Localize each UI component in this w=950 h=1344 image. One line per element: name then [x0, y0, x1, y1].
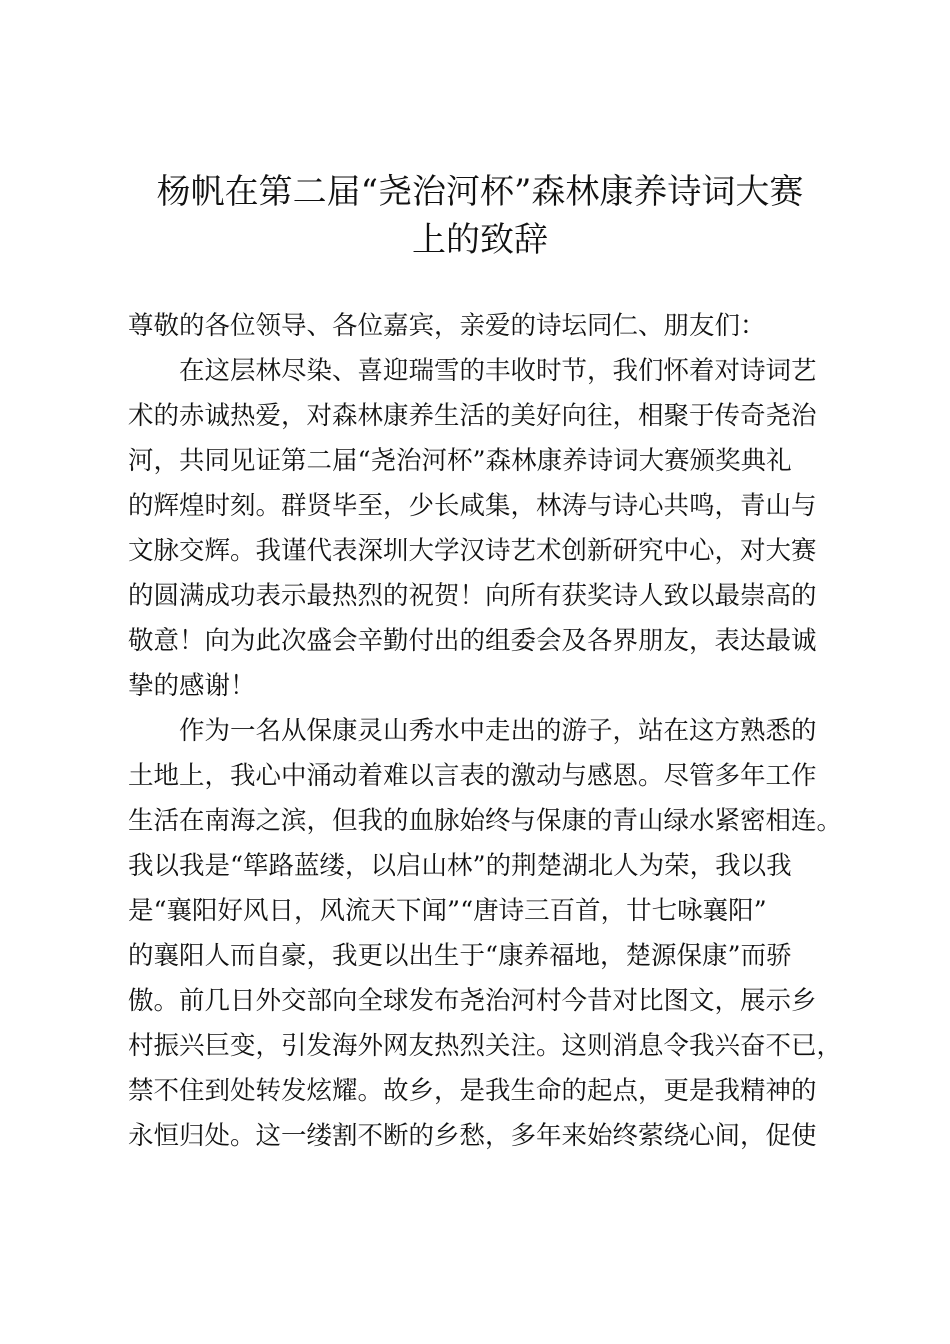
body-text-line: 永恒归处。这一缕割不断的乡愁，多年来始终萦绕心间，促使 [128, 1121, 817, 1151]
body-text-line: 是“襄阳好风日，风流天下闻”“唐诗三百首，廿七咏襄阳” [128, 896, 767, 926]
body-text-line: 文脉交辉。我谨代表深圳大学汉诗艺术创新研究中心，对大赛 [128, 536, 817, 566]
body-text-line: 生活在南海之滨，但我的血脉始终与保康的青山绿水紧密相连。 [128, 806, 843, 836]
body-text-line: 敬意！向为此次盛会辛勤付出的组委会及各界朋友，表达最诚 [128, 626, 817, 656]
document-title-line-2: 上的致辞 [412, 220, 548, 260]
body-text-line: 的襄阳人而自豪，我更以出生于“康养福地，楚源保康”而骄 [128, 941, 792, 971]
body-text-line: 村振兴巨变，引发海外网友热烈关注。这则消息令我兴奋不已， [128, 1031, 843, 1061]
body-text-line: 河，共同见证第二届“尧治河杯”森林康养诗词大赛颁奖典礼 [128, 446, 792, 476]
body-text-line: 作为一名从保康灵山秀水中走出的游子，站在这方熟悉的 [128, 716, 817, 746]
body-text-line: 的圆满成功表示最热烈的祝贺！向所有获奖诗人致以最崇高的 [128, 581, 817, 611]
body-text-line: 挚的感谢！ [128, 671, 256, 701]
body-text-line: 土地上，我心中涌动着难以言表的激动与感恩。尽管多年工作 [128, 761, 817, 791]
body-text-line: 尊敬的各位领导、各位嘉宾，亲爱的诗坛同仁、朋友们： [128, 311, 766, 341]
body-text-line: 的辉煌时刻。群贤毕至，少长咸集，林涛与诗心共鸣，青山与 [128, 491, 817, 521]
body-text-line: 术的赤诚热爱，对森林康养生活的美好向往，相聚于传奇尧治 [128, 401, 817, 431]
body-text-line: 在这层林尽染、喜迎瑞雪的丰收时节，我们怀着对诗词艺 [128, 356, 817, 386]
body-text-line: 禁不住到处转发炫耀。故乡，是我生命的起点，更是我精神的 [128, 1076, 817, 1106]
document-title-line-1: 杨帆在第二届“尧治河杯”森林康养诗词大赛 [156, 172, 804, 212]
body-text-line: 傲。前几日外交部向全球发布尧治河村今昔对比图文，展示乡 [128, 986, 817, 1016]
body-text-line: 我以我是“筚路蓝缕，以启山林”的荆楚湖北人为荣，我以我 [128, 851, 792, 881]
